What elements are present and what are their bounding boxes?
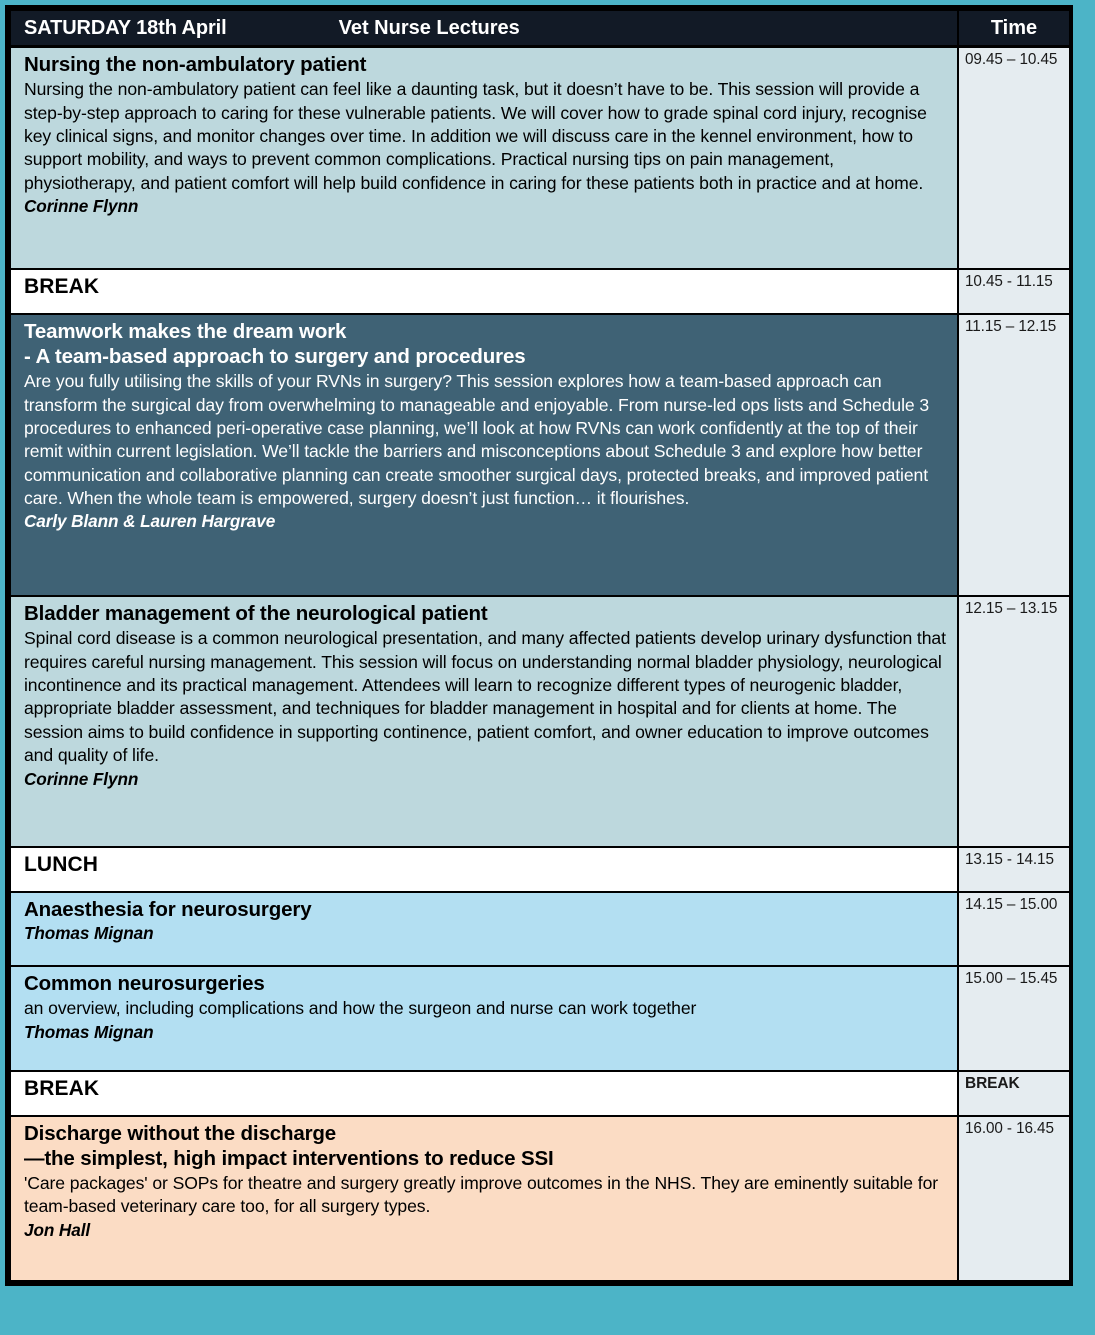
session-row — [10, 966, 1070, 1071]
schedule-table — [9, 9, 1071, 1282]
header-time-label: Time — [990, 17, 1038, 39]
session-speaker: Carly Blann & Lauren Hargrave — [24, 511, 276, 532]
session-speaker: Corinne Flynn — [24, 768, 139, 789]
session-speaker: Jon Hall — [24, 1219, 91, 1240]
session-body — [11, 1117, 957, 1247]
break-label: BREAK — [24, 1076, 100, 1100]
session-body — [11, 48, 957, 223]
session-title: Nursing the non-ambulatory patient — [24, 53, 367, 76]
schedule-header-row — [10, 10, 1070, 47]
session-subtitle: —the simplest, high impact interventions to reduce SSI — [24, 1146, 554, 1170]
schedule-body — [10, 10, 1070, 1281]
time-value: 11.15 – 12.15 — [965, 317, 1057, 335]
session-title: Teamwork makes the dream work — [24, 319, 347, 343]
break-row — [10, 269, 1070, 314]
time-cell — [958, 1116, 1070, 1281]
session-content-cell — [10, 966, 958, 1071]
time-cell — [958, 1071, 1070, 1116]
time-cell — [958, 314, 1070, 596]
time-cell — [958, 847, 1070, 892]
time-cell — [958, 596, 1070, 847]
session-content-cell — [10, 47, 958, 269]
break-label: LUNCH — [24, 852, 98, 876]
break-label: BREAK — [24, 274, 100, 298]
time-value: 12.15 – 13.15 — [965, 600, 1058, 618]
session-description: Nursing the non-ambulatory patient can feel like a daunting task, but it doesn’t have to be. This session will provide a step-by-step approach to caring for these vulnerable patients. We will cover how to grade spinal cord injury, recognise key clinical signs, and monitor changes over time. In addition we will discuss care in the kennel environment, how to support mobility, and ways to prevent common complications. Practical nursing tips on pain management, physiotherapy, and patient comfort will help build confidence in caring for these patients both in practice and at home. — [24, 79, 927, 193]
session-title: Anaesthesia for neurosurgery — [24, 897, 312, 921]
schedule-table-frame — [5, 5, 1073, 1286]
session-speaker: Thomas Mignan — [24, 1021, 154, 1042]
session-speaker: Corinne Flynn — [24, 196, 139, 217]
session-description: an overview, including complications and how the surgeon and nurse can work together — [24, 998, 697, 1019]
session-row — [10, 1116, 1070, 1281]
session-content-cell — [10, 596, 958, 847]
header-time-cell — [958, 10, 1070, 47]
time-cell — [958, 892, 1070, 966]
break-row — [10, 1071, 1070, 1116]
session-body — [11, 967, 957, 1049]
time-value: 10.45 - 11.15 — [965, 272, 1053, 290]
time-value: BREAK — [965, 1074, 1020, 1092]
break-content-cell — [10, 269, 958, 314]
time-value: 15.00 – 15.45 — [965, 970, 1058, 988]
break-content-cell — [10, 1071, 958, 1116]
break-row — [10, 847, 1070, 892]
header-day-label: SATURDAY 18th April — [24, 16, 227, 39]
session-title: Common neurosurgeries — [24, 972, 265, 996]
session-row — [10, 314, 1070, 596]
session-content-cell — [10, 314, 958, 596]
session-content-cell — [10, 1116, 958, 1281]
session-speaker: Thomas Mignan — [24, 923, 154, 944]
session-description: Are you fully utilising the skills of your RVNs in surgery? This session explores how a team-based approach can transform the surgical day from overwhelming to manageable and enjoyable. From nurse-led ops lists and Schedule 3 procedures to enhanced peri-operative case planning, we’ll look at how RVNs can work confidently at the top of their remit within current legislation. We’ll tackle the barriers and misconceptions about Schedule 3 and explore how better communication and collaborative planning can create smoother surgical days, protected breaks, and improved patient care. When the whole team is empowered, surgery doesn’t just function… it flourishes. — [24, 371, 930, 509]
time-cell — [958, 269, 1070, 314]
header-content-cell — [10, 10, 958, 47]
time-value: 09.45 – 10.45 — [965, 51, 1058, 68]
time-value: 16.00 - 16.45 — [965, 1119, 1054, 1137]
session-row — [10, 596, 1070, 847]
session-row — [10, 892, 1070, 966]
session-title: Discharge without the discharge — [24, 1121, 337, 1145]
session-description: 'Care packages' or SOPs for theatre and surgery greatly improve outcomes in the NHS. They are eminently suitable for team-based veterinary care too, for all surgery types. — [24, 1172, 939, 1217]
session-row — [10, 47, 1070, 269]
session-body — [11, 315, 957, 539]
header-track-label: Vet Nurse Lectures — [338, 16, 520, 39]
session-title: Bladder management of the neurological patient — [24, 602, 488, 626]
session-content-cell — [10, 892, 958, 966]
time-value: 14.15 – 15.00 — [965, 895, 1058, 913]
session-subtitle: - A team-based approach to surgery and procedures — [24, 344, 526, 368]
time-cell — [958, 47, 1070, 269]
session-description: Spinal cord disease is a common neurological presentation, and many affected patients develop urinary dysfunction that requires careful nursing management. This session will focus on understanding normal bladder physiology, neurological incontinence and its practical management. Attendees will learn to recognize different types of neurogenic bladder, appropriate bladder assessment, and techniques for bladder management in hospital and for clients at home. The session aims to build confidence in supporting continence, patient comfort, and owner education to improve outcomes and quality of life. — [24, 628, 946, 766]
break-content-cell — [10, 847, 958, 892]
session-body — [11, 893, 957, 950]
time-value: 13.15 - 14.15 — [965, 850, 1054, 868]
session-body — [11, 597, 957, 796]
time-cell — [958, 966, 1070, 1071]
